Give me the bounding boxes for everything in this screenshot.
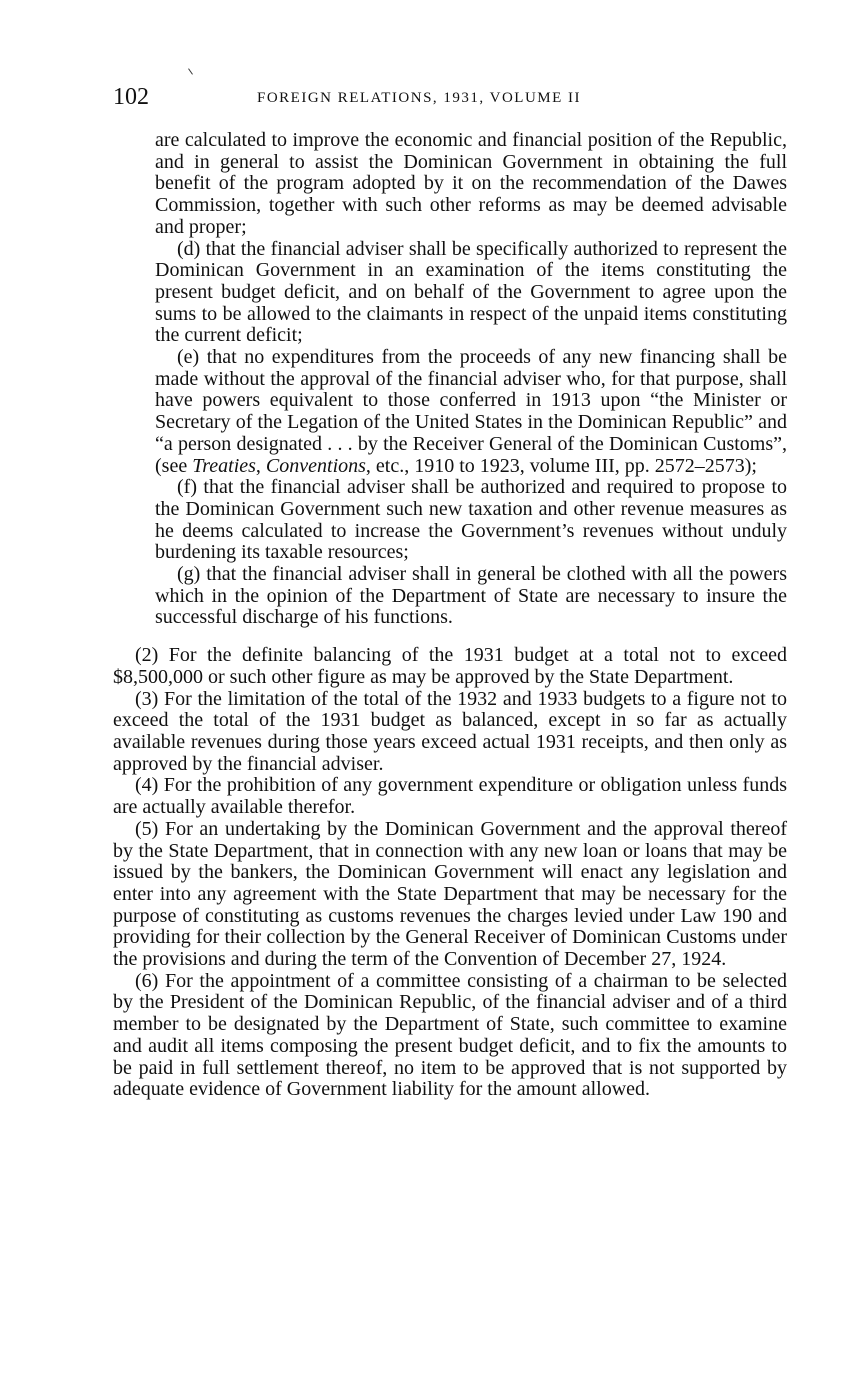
paragraph-4: (4) For the prohibition of any government expenditure or obligation unless funds are actually available therefor. <box>113 774 787 819</box>
paragraph-6: (6) For the appointment of a committee consisting of a chairman to be selected by the President of the Dominican Republic, of the financial adviser and of a third member to be designated by the Department of State, such committee to examine and audit all items composing the present budget deficit, and to fix the amounts to be paid in full settlement thereof, no item to be approved that is not supported by adequate evidence of Government liability for the amount allowed. <box>113 969 787 1101</box>
subitem-e <box>155 347 787 477</box>
paragraph-5: (5) For an undertaking by the Dominican Government and the approval thereof by the State Department, that in connection with any new loan or loans that may be issued by the bankers, the Dominican Government will enact any legislation and enter into any agreement with the State Department that may be necessary for the purpose of constituting as customs revenues the charges levied under Law 190 and providing for their collection by the General Receiver of Dominican Customs under the provisions and during the term of the Convention of December 27, 1924. <box>113 817 787 971</box>
paragraph-3: (3) For the limitation of the total of the 1932 and 1933 budgets to a figure not to exceed the total of the 1931 budget as balanced, except in so far as actually available revenues during those years exceed actual 1931 receipts, and then only as approved by the financial adviser. <box>113 687 787 775</box>
subitem-text: that the financial adviser shall in general be clothed with all the powers which in the opinion of the Department of State are necessary to insure the successful discharge of his functions. <box>155 563 787 629</box>
subitem-marker: (g) <box>177 563 201 586</box>
body-text <box>113 130 787 1101</box>
subitem-marker: (d) <box>177 237 201 260</box>
paragraph-2: (2) For the definite balancing of the 1931 budget at a total not to exceed $8,500,000 or such other figure as may be approved by the State Department. <box>113 644 787 688</box>
continuation-paragraph: are calculated to improve the economic and financial position of the Republic, and in general to assist the Dominican Government in obtaining the full benefit of the program adopted by it on the recommendation of the Dawes Commission, together with such other reforms as may be deemed advisable and proper; <box>155 129 787 238</box>
subitem-g <box>155 564 787 629</box>
subitem-block <box>155 130 787 629</box>
subitem-text: that the financial adviser shall be authorized and required to propose to the Dominican Government such new taxation and other revenue measures as he deems calculated to increase the Government’s revenues without unduly burdening its taxable resources; <box>155 476 787 564</box>
subitem-text: that no expenditures from the proceeds of any new financing shall be made without the approval of the financial adviser who, for that purpose, shall have powers equivalent to those conferred in 1913 upon “the Minister or Secretary of the Legation of the United States in the Dominican Republic” and “a person designated . . . by the Receiver General of the Dominican Customs”, (see <box>155 346 787 477</box>
stray-mark <box>188 68 193 74</box>
page-number: 102 <box>113 84 149 110</box>
citation-title: Conventions <box>265 454 366 477</box>
running-head: FOREIGN RELATIONS, 1931, VOLUME II <box>257 90 582 106</box>
page-header <box>113 82 793 112</box>
citation-separator: , <box>255 454 266 477</box>
subitem-text: that the financial adviser shall be specifically authorized to represent the Dominican Government in an examination of the items constituting the present budget deficit, and on behalf of the Government to agree upon the sums to be allowed to the claimants in respect of the unpaid items constituting the current deficit; <box>155 237 787 347</box>
subitem-marker: (f) <box>177 476 197 499</box>
subitem-d <box>155 239 787 348</box>
subitem-marker: (e) <box>177 346 200 369</box>
subitem-text: , etc., 1910 to 1923, volume III, pp. 2572–2573); <box>365 454 757 477</box>
subitem-f <box>155 477 787 564</box>
citation-title: Treaties <box>192 454 256 477</box>
